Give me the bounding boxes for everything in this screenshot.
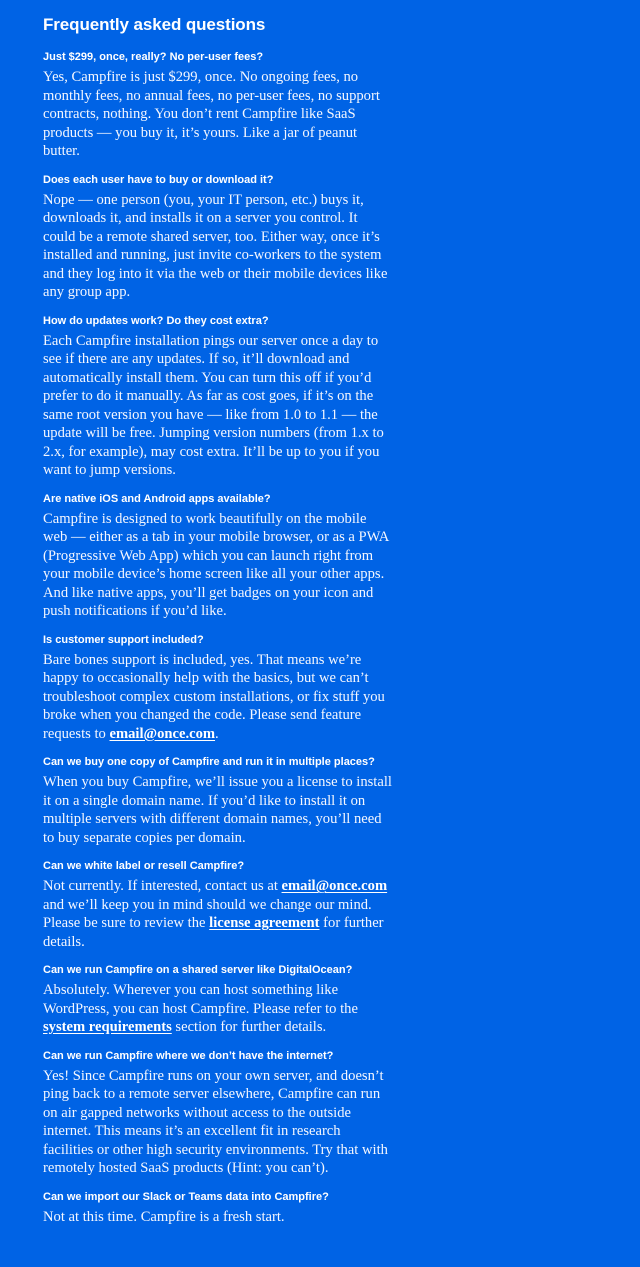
faq-item-shared-server (43, 963, 393, 1037)
faq-answer: Campfire is designed to work beautifully on the mobile web — either as a tab in your mobile browser, or as a PWA (Progressive Web App) which you can launch right from your mobile device’s home screen like all your other apps. And like native apps, you’ll get badges on your icon and push notifications if you’d like. (43, 510, 389, 619)
faq-question: How do updates work? Do they cost extra? (43, 314, 269, 327)
email-link[interactable]: email@once.com (281, 878, 388, 894)
faq-question: Can we run Campfire on a shared server like DigitalOcean? (43, 964, 353, 976)
faq-answer: Nope — one person (you, your IT person, etc.) buys it, downloads it, and installs it on a server you control. It could be a remote shared server, too. Either way, once it’s installed and running, just invite co-workers to the system and they log into it via the web or their mobile devices like any group app. (43, 191, 388, 300)
faq-question: Does each user have to buy or download it? (43, 173, 274, 186)
answer-text: Bare bones support is included, yes. That means we’re happy to occasionally help with the basics, but we can’t troubleshoot complex custom installations, or fix stuff you broke when you changed the code. Please send feature requests to (43, 651, 385, 742)
faq-item-pricing (43, 50, 393, 161)
license-agreement-link[interactable]: license agreement (209, 915, 320, 931)
answer-text: Not currently. If interested, contact us at (43, 878, 282, 894)
faq-answer: Yes! Since Campfire runs on your own server, and doesn’t ping back to a remote server elsewhere, Campfire can run on air gapped networks without access to the outside internet. This means it’s an excellent fit in research facilities or other high security environments. Try that with remotely hosted SaaS products (Hint: you can’t). (43, 1067, 388, 1176)
answer-text: and we’ll keep you in mind should we change our mind. Please be sure to review the (43, 896, 372, 931)
faq-item-support (43, 633, 393, 744)
faq-answer: Yes, Campfire is just $299, once. No ongoing fees, no monthly fees, no annual fees, no per-user fees, no support contracts, nothing. You don’t rent Campfire like SaaS products — you buy it, it’s yours. Like a jar of peanut butter. (43, 69, 380, 159)
faq-question: Can we run Campfire where we don’t have the internet? (43, 1049, 334, 1062)
faq-answer: Each Campfire installation pings our server once a day to see if there are any updates. If so, it’ll download and automatically install them. You can turn this off if you’d prefer to do it manually. As far as cost goes, if it’s on the same root version you have — like from 1.0 to 1.1 — the update will be free. Jumping version numbers (from 1.x to 2.x, for example), may cost extra. It’ll be up to you if you want to jump versions. (43, 332, 384, 478)
answer-text: for further details. (43, 915, 384, 950)
faq-answer (43, 651, 393, 744)
email-link[interactable]: email@once.com (109, 725, 216, 742)
faq-question: Just $299, once, really? No per-user fees? (43, 51, 264, 63)
faq-answer: Not at this time. Campfire is a fresh start. (43, 1208, 285, 1225)
answer-text: section for further details. (171, 1019, 327, 1035)
faq-question: Can we import our Slack or Teams data into Campfire? (43, 1190, 329, 1203)
answer-text: Absolutely. Wherever you can host something like WordPress, you can host Campfire. Please refer to the (43, 982, 358, 1017)
faq-item-updates (43, 314, 393, 480)
faq-answer: When you buy Campfire, we’ll issue you a license to install it on a single domain name. If you’d like to install it on multiple servers with different domain names, you’ll need to buy separate copies per domain. (43, 774, 392, 846)
faq-item-import (43, 1190, 393, 1227)
system-requirements-link[interactable]: system requirements (43, 1019, 172, 1035)
faq-question: Are native iOS and Android apps available? (43, 492, 271, 505)
answer-text: . (215, 725, 219, 742)
faq-question: Can we buy one copy of Campfire and run it in multiple places? (43, 756, 375, 768)
faq-item-offline (43, 1049, 393, 1178)
faq-question: Is customer support included? (43, 633, 204, 646)
faq-title: Frequently asked questions (43, 15, 266, 34)
faq-answer (43, 981, 393, 1037)
faq-item-multiple-places (43, 755, 393, 847)
faq-question: Can we white label or resell Campfire? (43, 860, 245, 872)
faq-item-native-apps (43, 492, 393, 621)
faq-item-per-user (43, 173, 393, 302)
faq-item-white-label (43, 859, 393, 951)
faq-answer (43, 877, 393, 951)
